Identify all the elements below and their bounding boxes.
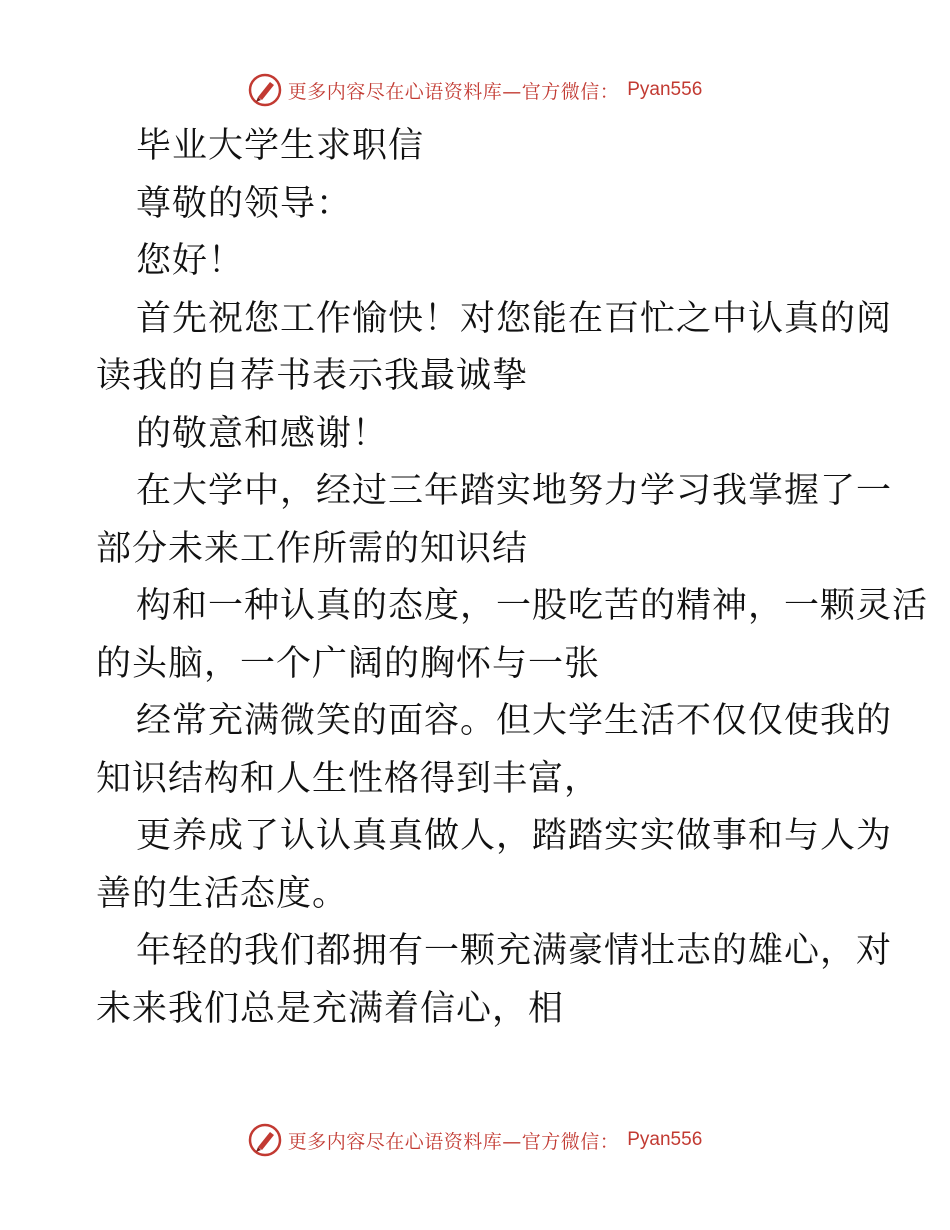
text-line: 您好！ (136, 241, 245, 281)
text-line: 构和一种认真的态度，一股吃苦的精神，一颗灵活 (136, 586, 929, 626)
document-body (96, 118, 929, 1038)
text-line: 读我的自荐书表示我最诚挚 (96, 356, 529, 396)
footer-watermark (0, 1120, 950, 1160)
text-line: 更养成了认认真真做人，踏踏实实做事和与人为 (136, 816, 893, 856)
text-line: 部分未来工作所需的知识结 (96, 528, 529, 569)
header-watermark (0, 70, 950, 110)
text-line: 首先祝您工作愉快！对您能在百忙之中认真的阅 (136, 298, 893, 339)
watermark-text: 更多内容尽在心语资料库—官方微信： (287, 80, 620, 103)
text-line: 的头脑，一个广阔的胸怀与一张 (96, 643, 601, 684)
pen-logo-icon (248, 73, 282, 107)
watermark-text: 更多内容尽在心语资料库—官方微信： (287, 1130, 620, 1153)
text-line: 的敬意和感谢！ (136, 413, 389, 454)
watermark-id: Pyan556 (627, 1129, 703, 1150)
pen-logo-icon (248, 1123, 282, 1157)
text-line: 在大学中，经过三年踏实地努力学习我掌握了一 (136, 471, 893, 511)
text-line: 尊敬的领导： (136, 183, 353, 224)
text-line: 未来我们总是充满着信心，相 (96, 988, 565, 1029)
text-line: 毕业大学生求职信 (136, 126, 425, 166)
watermark-id: Pyan556 (627, 79, 703, 100)
text-line: 经常充满微笑的面容。但大学生活不仅仅使我的 (136, 701, 893, 741)
text-line: 知识结构和人生性格得到丰富， (96, 758, 601, 799)
text-line: 善的生活态度。 (96, 873, 349, 914)
text-line: 年轻的我们都拥有一颗充满豪情壮志的雄心，对 (136, 931, 893, 971)
